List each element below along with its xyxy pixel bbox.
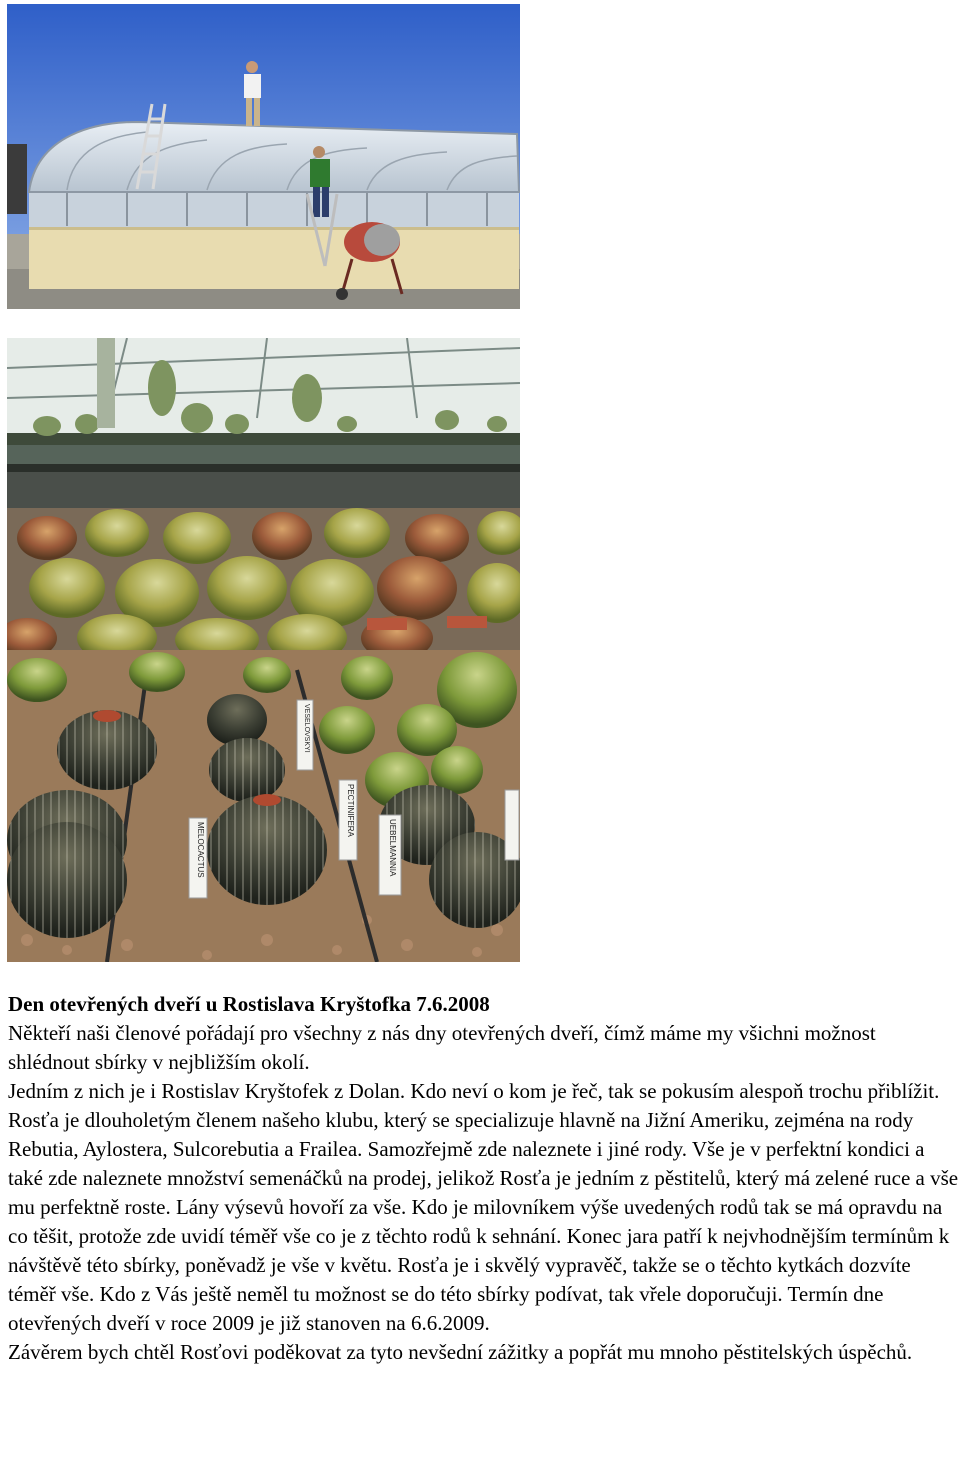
plant-tag-3: [297, 700, 313, 770]
plant-tag-4: [379, 815, 401, 895]
plant-tag-3-text: VESELOVSKYI: [303, 704, 310, 753]
greenhouse-illustration: [7, 4, 520, 309]
greenhouse-photo: [7, 4, 520, 309]
article-paragraph-3: Závěrem bych chtěl Rosťovi poděkovat za tyto nevšední zážitky a popřát mu mnoho pěstitelských úspěchů.: [8, 1340, 913, 1364]
interior-illustration: [7, 338, 520, 650]
plant-tag-5: [505, 790, 519, 860]
plant-tag-1-text: MELOCACTUS: [196, 822, 205, 878]
article-paragraph-1: Někteří naši členové pořádají pro všechny z nás dny otevřených dveří, čímž máme my všichni možnost shlédnout sbírky v nejbližším okolí.: [8, 1021, 876, 1074]
plant-tag-1: [189, 818, 207, 898]
melocactus-bed-photo: [7, 650, 520, 962]
plant-tag-4-text: UEBELMANNIA: [388, 819, 397, 877]
cactus-greenhouse-interior-photo: [7, 338, 520, 650]
article-title: Den otevřených dveří u Rostislava Kryštofka 7.6.2008: [8, 992, 490, 1016]
plant-tag-2-text: PECTINIFERA: [346, 784, 355, 837]
plant-tag-2: [339, 780, 357, 860]
article-paragraph-2: Jedním z nich je i Rostislav Kryštofek z Dolan. Kdo neví o kom je řeč, tak se pokusím alespoň trochu přiblížit. Rosťa je dlouholetým členem našeho klubu, který se specializuje hlavně na Jižní Ameriku, zejména na rody Rebutia, Aylostera, Sulcorebutia a Frailea. Samozřejmě zde naleznete i jiné rody. Vše je v perfektní kondici a také zde naleznete množství semenáčků na prodej, jelikož Rosťa je jedním z pěstitelů, který má zelené ruce a vše mu perfektně roste. Lány výsevů hovoří za vše. Kdo je milovníkem výše uvedených rodů tak se má opravdu na co těšit, protože zde uvidí téměř vše co je z těchto rodů k sehnání. Konec jara patří k nejvhodnějším termínům k návštěvě této sbírky, poněvadž je vše v květu. Rosťa je i skvělý vypravěč, takže se o těchto kytkách dozvíte téměř vše. Kdo z Vás ještě neměl tu možnost se do této sbírky podívat, tak vřele doporučuji. Termín dne otevřených dveří v roce 2009 je již stanoven na 6.6.2009.: [8, 1079, 959, 1335]
article: [8, 990, 960, 1367]
melocactus-illustration: [7, 650, 520, 962]
